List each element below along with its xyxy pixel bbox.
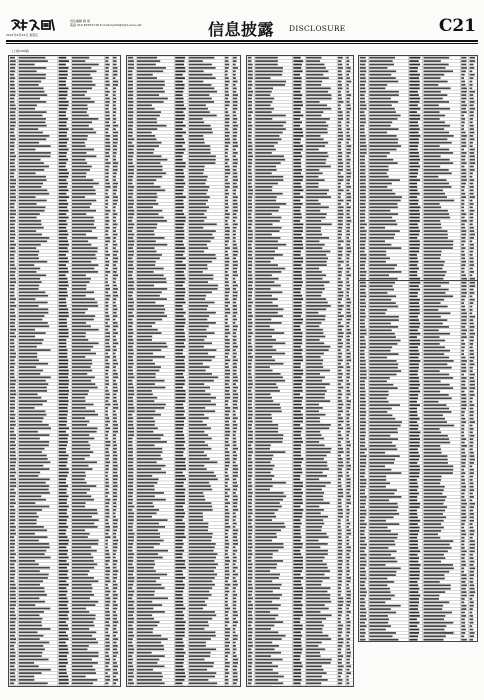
table-column-1 bbox=[8, 55, 121, 687]
table-column-3 bbox=[246, 55, 354, 687]
continued-note: (下转C22版) bbox=[440, 632, 455, 635]
page-number: C21 bbox=[438, 16, 476, 36]
contact-info bbox=[70, 20, 142, 27]
newspaper-logo bbox=[10, 18, 56, 32]
disclosure-table-2 bbox=[127, 56, 240, 686]
table-column-2 bbox=[126, 55, 241, 687]
header-rule-thin bbox=[6, 43, 478, 44]
table-column-4b bbox=[358, 280, 478, 642]
disclosure-table-3 bbox=[247, 56, 353, 686]
editor-line: 責任編輯 韓 梁 bbox=[70, 19, 90, 23]
continuation-note: (上接C20版) bbox=[12, 49, 30, 53]
contact-line: 電話 010-83251716 E-mail:zqrb9@zqrb.sina.net bbox=[70, 22, 142, 27]
section-title: 信息披露 bbox=[208, 20, 275, 39]
disclosure-table-4b bbox=[359, 281, 477, 641]
table-grid bbox=[359, 281, 477, 641]
section-subtitle: DISCLOSURE bbox=[289, 24, 346, 33]
masthead bbox=[6, 18, 478, 40]
header-rule bbox=[6, 40, 478, 42]
issue-date: 2021年6月25日 星期五 bbox=[6, 33, 39, 37]
disclosure-table-1 bbox=[9, 56, 120, 686]
